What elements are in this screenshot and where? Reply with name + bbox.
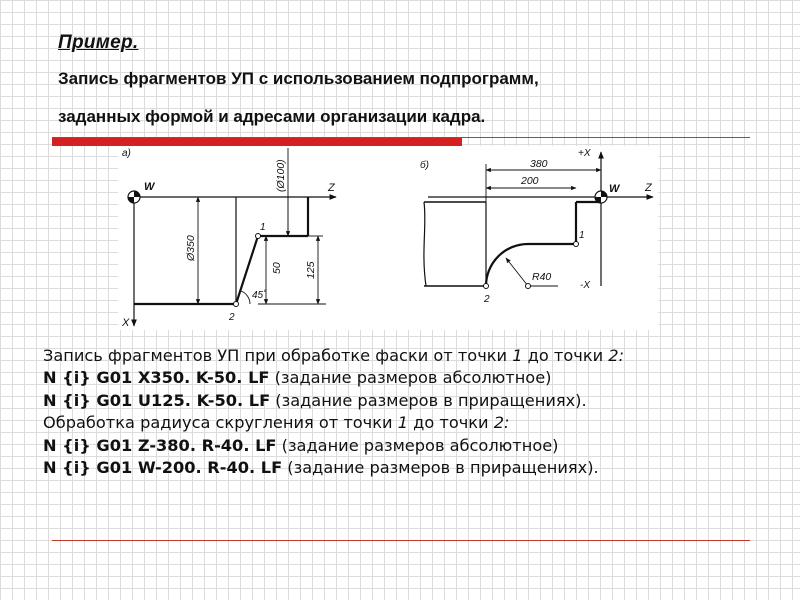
program-text [43,345,763,479]
drawing-a [121,148,336,329]
b-point-1: 1 [579,230,585,241]
b-radius-40: R40 [532,271,552,283]
b-point-2-marker [484,284,489,289]
a-point-2: 2 [229,312,235,323]
example-dot: . [132,32,139,53]
b-minus-x-label: -X [580,280,590,291]
b-radius-arc [486,244,528,286]
b-plus-x-label: +X [578,148,591,159]
a-dim-125: 125 [305,261,317,279]
b-z-label: Z [645,182,652,194]
drawing-svg [118,146,658,330]
example-label: Пример [58,32,133,53]
a-x-label: X [122,317,130,329]
technical-drawing [118,146,658,330]
a-z-label: Z [328,182,335,194]
a-dim-350: Ø350 [185,235,197,261]
program-line-1: N {i} G01 X350. K-50. LF (задание размеров абсолютное) [43,368,552,388]
example-heading [58,32,758,54]
b-point-2: 2 [484,294,490,305]
bottom-divider [52,540,750,541]
b-radius-leader [506,258,528,286]
drawing-b [420,148,653,305]
b-point-1-marker [574,242,579,247]
a-point-1-marker [256,234,261,239]
b-origin-label: W [609,183,620,195]
accent-bar [52,138,462,146]
b-dim-380: 380 [530,158,548,170]
subtitle-line-1: Запись фрагментов УП с использованием подпрограмм, [58,69,539,88]
drawing-b-label: б) [420,160,429,171]
a-angle-45: 45˚ [252,290,267,301]
a-dim-50: 50 [271,262,283,274]
a-dim-100: (Ø100) [275,159,287,192]
b-dim-200: 200 [521,175,539,187]
program-line-2: N {i} G01 U125. K-50. LF (задание размеров в приращениях). [43,390,587,410]
program-line-3: N {i} G01 Z-380. R-40. LF (задание размеров абсолютное) [43,435,559,455]
program-line-4: N {i} G01 W-200. R-40. LF (задание размеров в приращениях). [43,458,599,478]
a-angle-arc [241,291,250,304]
a-point-1: 1 [260,222,266,233]
a-point-2-marker [234,302,239,307]
b-break-line [424,202,426,286]
radius-intro: Обработка радиуса скругления от точки 1 до точки 2: [43,413,510,433]
a-origin-label: W [144,181,155,193]
drawing-a-label: а) [122,148,131,159]
slide-header [58,32,758,136]
subtitle-line-2: заданных формой и адресами организации кадра. [58,107,486,126]
chamfer-intro: Запись фрагментов УП при обработке фаски от точки 1 до точки 2: [43,346,625,365]
